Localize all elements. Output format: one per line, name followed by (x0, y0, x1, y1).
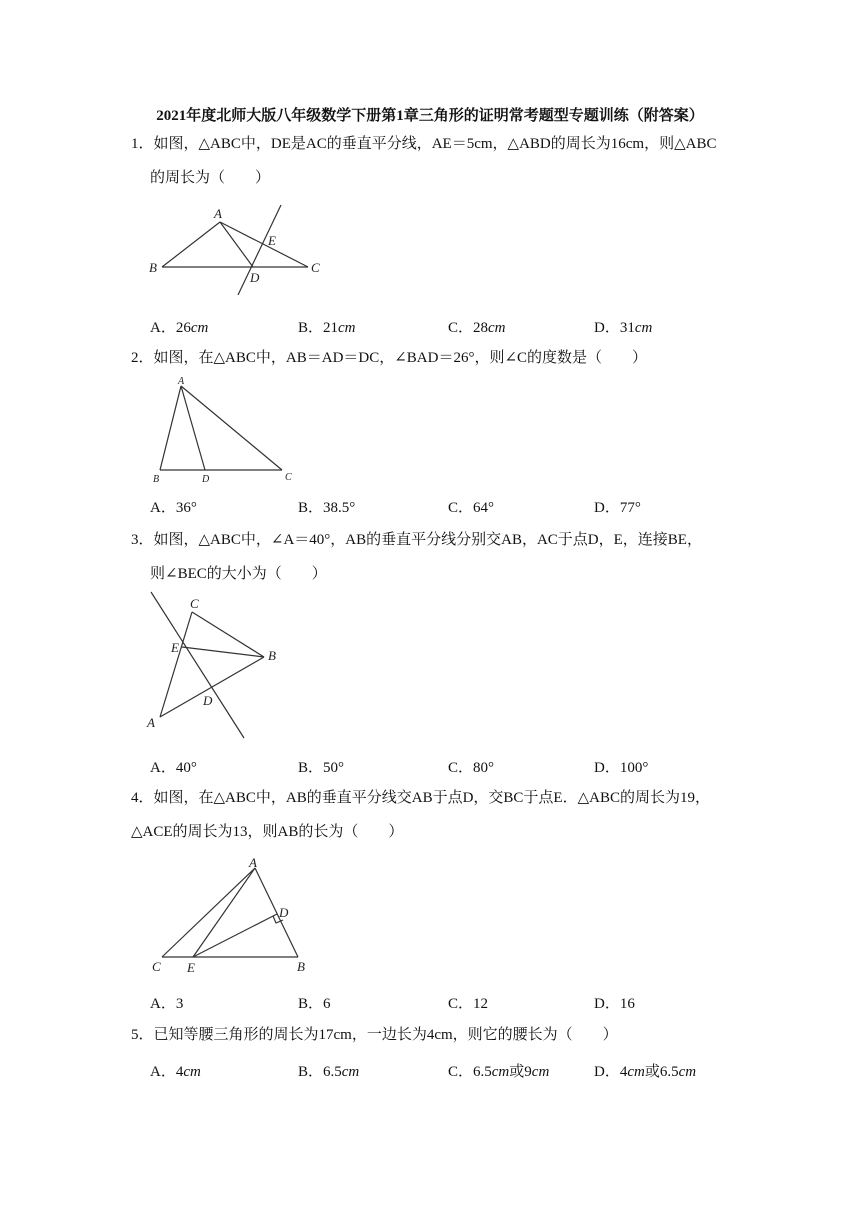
question-3-figure (140, 590, 290, 745)
fig1-label-e: E (268, 233, 276, 248)
fig4-label-d: D (279, 905, 289, 920)
question-3-stem: 3．如图，△ABC中，∠A＝40°，AB的垂直平分线分别交AB，AC于点D，E，连接BE， (131, 532, 702, 548)
question-4-stem-cont: △ACE的周长为13，则AB的长为（ ） (131, 824, 404, 840)
fig4-label-a: A (249, 855, 257, 870)
fig2-label-b: B (153, 474, 160, 485)
fig4-label-c: C (152, 959, 161, 974)
fig3-segment-be (182, 647, 264, 657)
fig4-side-ac (162, 868, 255, 957)
fig3-side-cb (192, 612, 264, 657)
question-4-stem: 4．如图，在△ABC中，AB的垂直平分线交AB于点D，交BC于点E．△ABC的周长为19， (131, 790, 710, 806)
question-2-figure (145, 374, 305, 486)
fig1-label-d: D (250, 270, 260, 285)
fig3-label-d: D (203, 693, 213, 708)
fig3-label-a: A (147, 715, 155, 730)
fig4-label-b: B (297, 959, 305, 974)
q2-option-d: D．77° (594, 500, 641, 516)
fig1-label-b: B (149, 260, 157, 275)
question-5-stem: 5．已知等腰三角形的周长为17cm，一边长为4cm，则它的腰长为（ ） (131, 1027, 618, 1043)
q4-option-d: D．16 (594, 996, 635, 1012)
q5-option-b: B．6.5cm (298, 1064, 360, 1080)
fig2-label-c: C (285, 472, 292, 483)
question-1-stem-cont: 的周长为（ ） (150, 170, 271, 186)
q5-option-a: A．4cm (150, 1064, 201, 1080)
fig4-segment-ed (193, 914, 277, 957)
q2-option-c: C．64° (448, 500, 495, 516)
q1-option-d: D．31cm (594, 320, 653, 336)
fig4-side-ab (255, 868, 298, 957)
q5-option-d: D．4cm或6.5cm (594, 1064, 697, 1080)
q1-option-c: C．28cm (448, 320, 506, 336)
question-1-figure (140, 200, 340, 300)
q4-option-b: B．6 (298, 996, 331, 1012)
q2-option-b: B．38.5° (298, 500, 356, 516)
fig4-segment-ae (193, 868, 255, 957)
fig2-side-ac (181, 386, 282, 470)
question-3-stem-cont: 则∠BEC的大小为（ ） (150, 566, 327, 582)
fig2-segment-ad (181, 386, 205, 470)
q3-option-a: A．40° (150, 760, 197, 776)
question-2-stem: 2．如图，在△ABC中，AB＝AD＝DC，∠BAD＝26°，则∠C的度数是（ ） (131, 350, 648, 366)
fig3-label-e: E (171, 640, 179, 655)
fig3-label-c: C (190, 596, 199, 611)
fig1-side-ab (162, 222, 220, 267)
fig1-label-c: C (311, 260, 320, 275)
fig4-label-e: E (187, 960, 195, 975)
fig2-label-d: D (202, 474, 210, 485)
q3-option-b: B．50° (298, 760, 345, 776)
q1-option-a: A．26cm (150, 320, 209, 336)
q1-option-b: B．21cm (298, 320, 356, 336)
fig1-side-ac (220, 222, 308, 267)
q4-option-c: C．12 (448, 996, 489, 1012)
q5-option-c: C．6.5cm或9cm (448, 1064, 550, 1080)
fig1-segment-ad (220, 222, 253, 267)
page-title: 2021年度北师大版八年级数学下册第1章三角形的证明常考题型专题训练（附答案） (156, 108, 704, 124)
q3-option-d: D．100° (594, 760, 649, 776)
q2-option-a: A．36° (150, 500, 197, 516)
q3-option-c: C．80° (448, 760, 495, 776)
question-4-figure (145, 850, 320, 978)
fig3-label-b: B (268, 648, 276, 663)
fig3-perpendicular-bisector (151, 592, 244, 738)
fig1-label-a: A (214, 206, 222, 221)
fig2-side-ab (160, 386, 181, 470)
fig2-label-a: A (178, 376, 185, 387)
question-1-stem: 1．如图，△ABC中，DE是AC的垂直平分线，AE＝5cm，△ABD的周长为16cm，则△ABC (131, 136, 717, 152)
q4-option-a: A．3 (150, 996, 184, 1012)
